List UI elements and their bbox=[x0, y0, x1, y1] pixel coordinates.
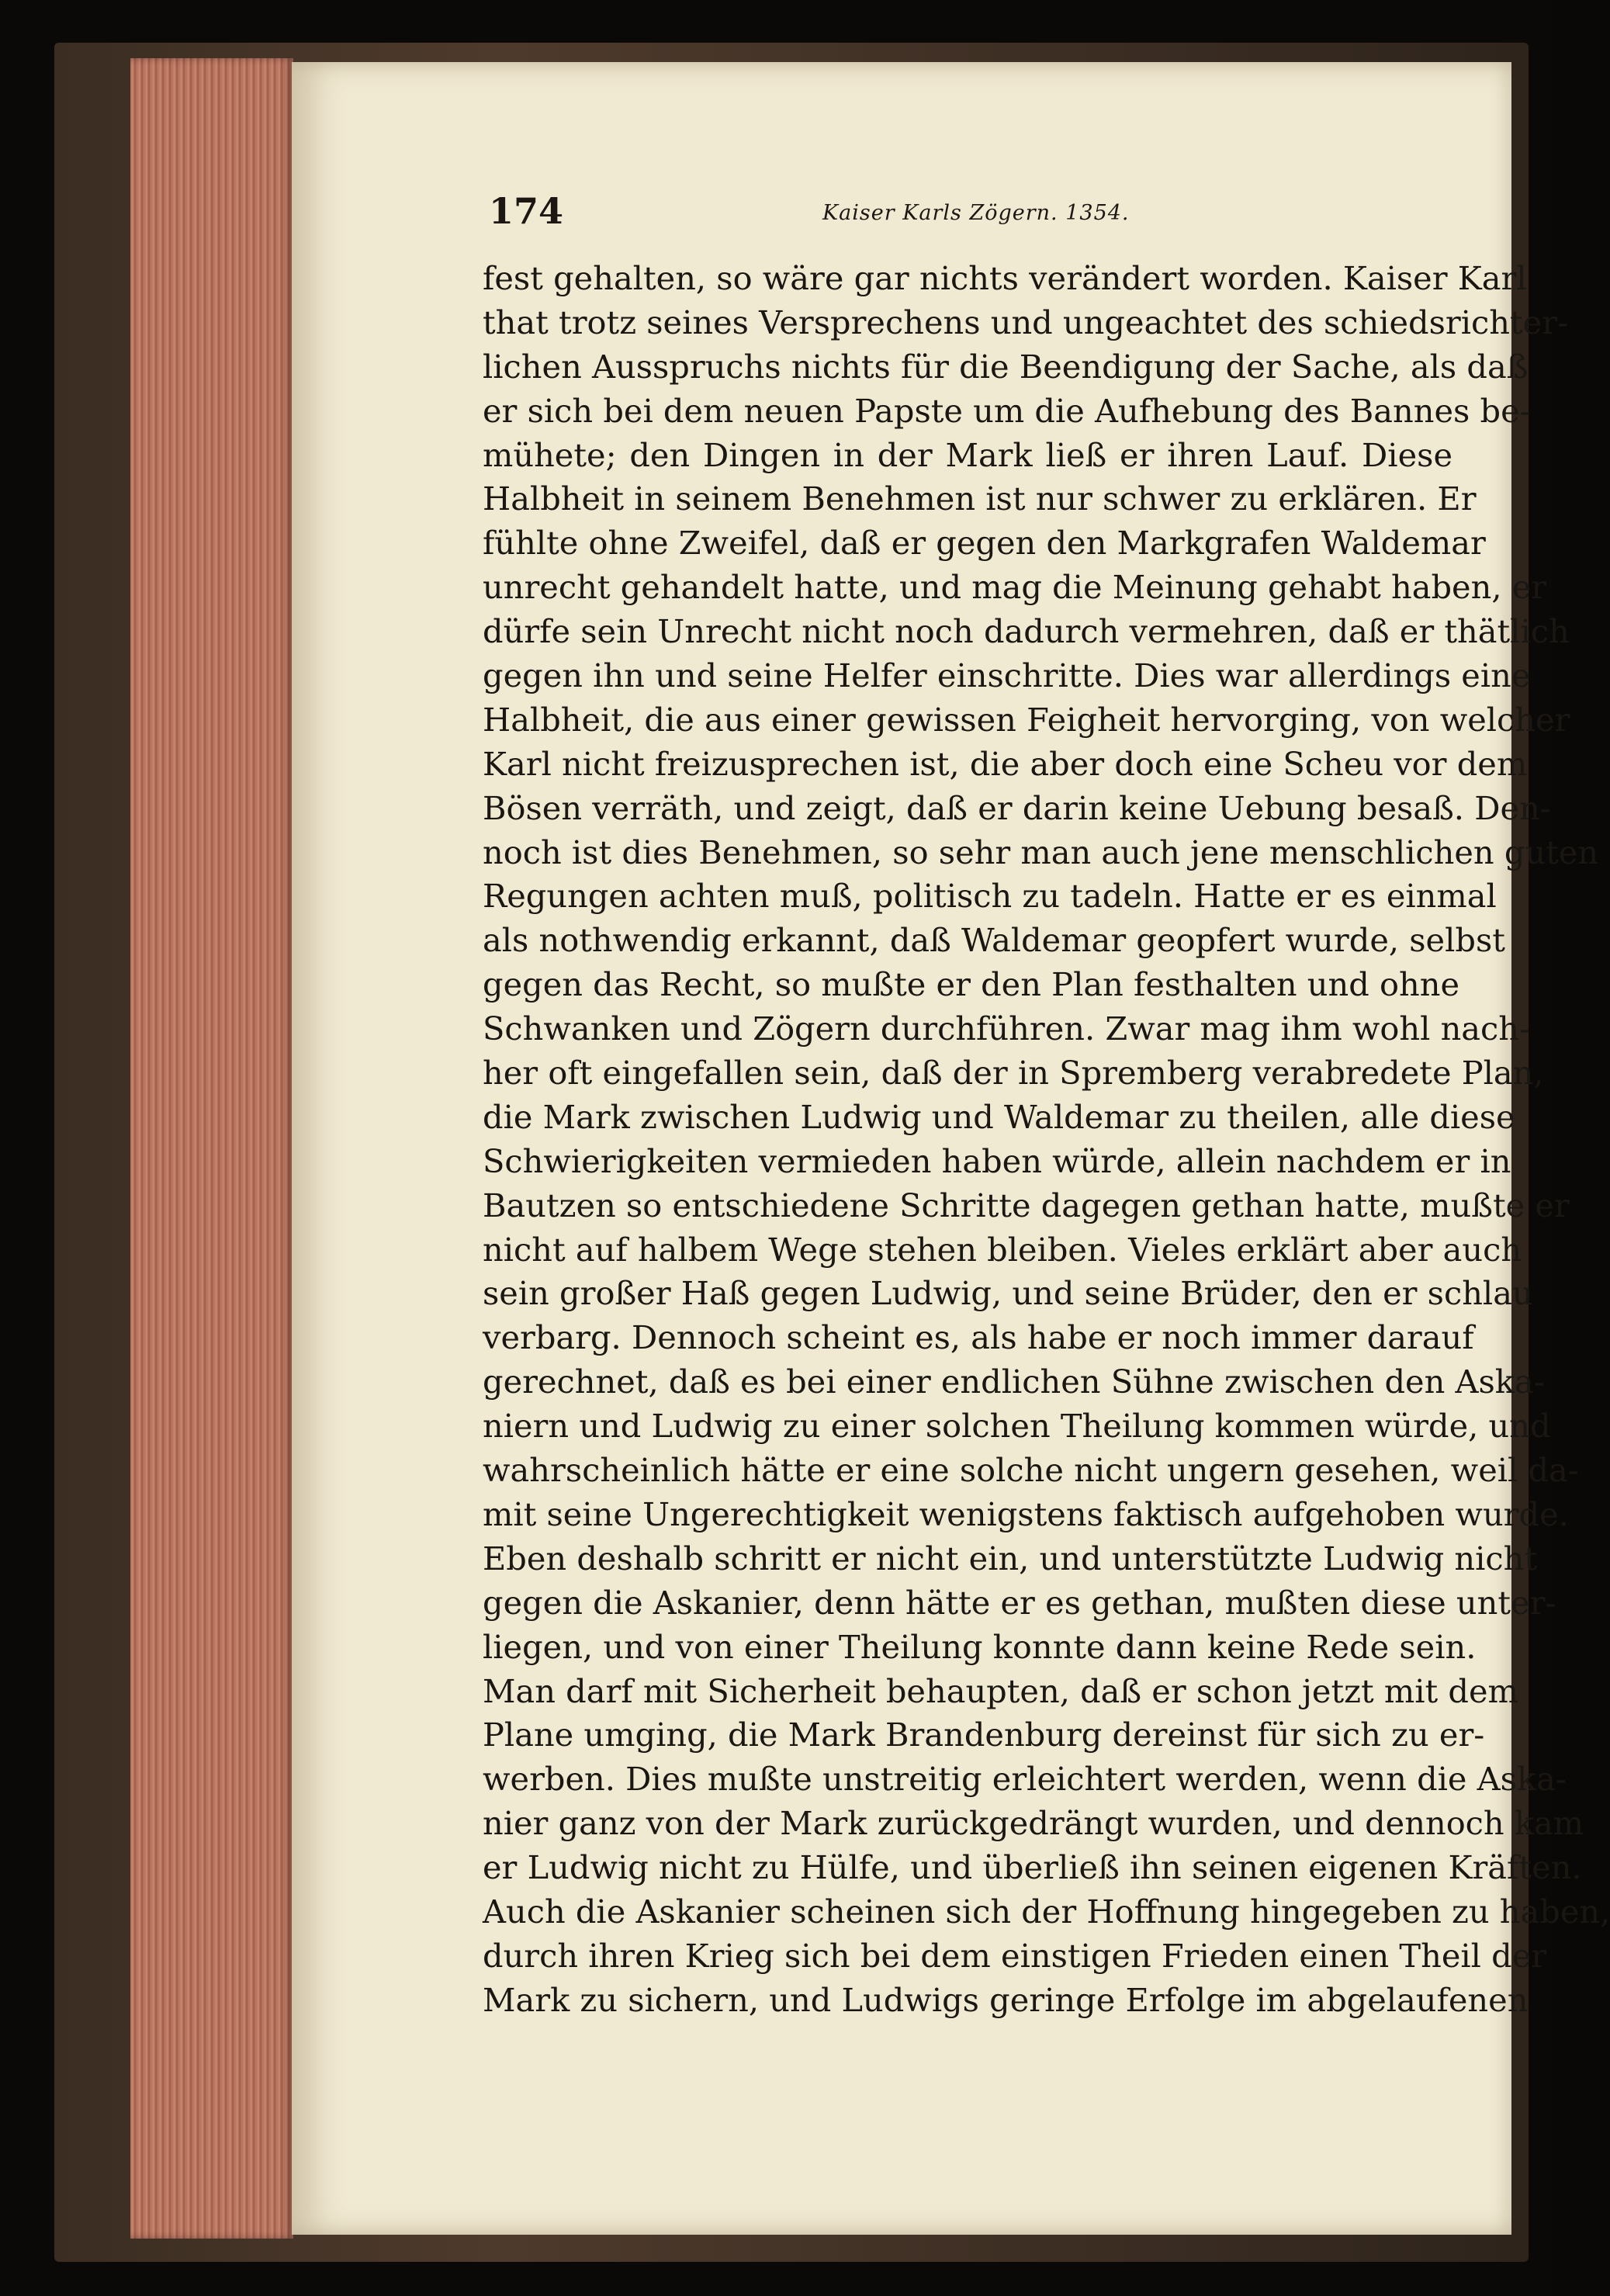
text-line: fest gehalten, so wäre gar nichts verändert worden. Kaiser Karl bbox=[483, 259, 1527, 297]
text-line: Bautzen so entschiedene Schritte dagegen gethan hatte, mußte er bbox=[483, 1186, 1570, 1224]
text-line: nier ganz von der Mark zurückgedrängt wurden, und dennoch kam bbox=[483, 1804, 1584, 1843]
text-line: lichen Ausspruchs nichts für die Beendigung der Sache, als daß bbox=[483, 347, 1529, 386]
text-line: noch ist dies Benehmen, so sehr man auch jene menschlichen guten bbox=[483, 833, 1599, 871]
text-line: gegen ihn und seine Helfer einschritte. Dies war allerdings eine bbox=[483, 656, 1531, 695]
text-line: Bösen verräth, und zeigt, daß er darin keine Uebung besaß. Den- bbox=[483, 788, 1551, 827]
text-line: nicht auf halbem Wege stehen bleiben. Vieles erklärt aber auch bbox=[483, 1230, 1522, 1269]
text-line: Regungen achten muß, politisch zu tadeln. Hatte er es einmal bbox=[483, 877, 1497, 916]
text-line: werben. Dies mußte unstreitig erleichtert werden, wenn die Aska- bbox=[483, 1760, 1567, 1799]
text-line: dürfe sein Unrecht nicht noch dadurch vermehren, daß er thätlich bbox=[483, 612, 1570, 651]
running-head: Kaiser Karls Zögern. 1354. bbox=[822, 201, 1130, 225]
text-line: die Mark zwischen Ludwig und Waldemar zu theilen, alle diese bbox=[483, 1097, 1515, 1136]
text-line: er Ludwig nicht zu Hülfe, und überließ ihn seinen eigenen Kräften. bbox=[483, 1848, 1582, 1887]
text-line: als nothwendig erkannt, daß Waldemar geopfert wurde, selbst bbox=[483, 921, 1505, 960]
text-line: liegen, und von einer Theilung konnte dann keine Rede sein. bbox=[483, 1627, 1477, 1666]
text-line: sein großer Haß gegen Ludwig, und seine Brüder, den er schlau bbox=[483, 1274, 1533, 1313]
text-line: unrecht gehandelt hatte, und mag die Meinung gehabt haben, er bbox=[483, 568, 1547, 607]
text-line: verbarg. Dennoch scheint es, als habe er noch immer darauf bbox=[483, 1318, 1474, 1357]
text-line: Halbheit, die aus einer gewissen Feigheit hervorging, von welcher bbox=[483, 700, 1570, 739]
text-line: Man darf mit Sicherheit behaupten, daß er schon jetzt mit dem bbox=[483, 1671, 1518, 1710]
text-line: Auch die Askanier scheinen sich der Hoffnung hingegeben zu haben, bbox=[483, 1892, 1610, 1931]
page-number: 174 bbox=[489, 190, 564, 232]
text-line: Schwanken und Zögern durchführen. Zwar mag ihm wohl nach- bbox=[483, 1009, 1531, 1048]
text-line: wahrscheinlich hätte er eine solche nicht ungern gesehen, weil da- bbox=[483, 1451, 1579, 1490]
text-line: Schwierigkeiten vermieden haben würde, allein nachdem er in bbox=[483, 1141, 1511, 1180]
text-line: durch ihren Krieg sich bei dem einstigen Frieden einen Theil der bbox=[483, 1936, 1547, 1975]
text-line: Plane umging, die Mark Brandenburg dereinst für sich zu er- bbox=[483, 1716, 1485, 1754]
page-header bbox=[489, 190, 1459, 244]
text-line: niern und Ludwig zu einer solchen Theilung kommen würde, und bbox=[483, 1407, 1551, 1446]
text-line: that trotz seines Versprechens und ungeachtet des schiedsrichter- bbox=[483, 303, 1569, 341]
text-line: mit seine Ungerechtigkeit wenigstens faktisch aufgehoben wurde. bbox=[483, 1494, 1569, 1533]
text-line: mühete; den Dingen in der Mark ließ er ihren Lauf. Diese bbox=[483, 435, 1452, 474]
text-line: gegen das Recht, so mußte er den Plan festhalten und ohne bbox=[483, 965, 1460, 1004]
text-line: her oft eingefallen sein, daß der in Spremberg verabredete Plan, bbox=[483, 1054, 1544, 1093]
text-line: gerechnet, daß es bei einer endlichen Sühne zwischen den Aska- bbox=[483, 1363, 1545, 1401]
text-line: Eben deshalb schritt er nicht ein, und unterstützte Ludwig nicht bbox=[483, 1539, 1538, 1577]
body-text bbox=[483, 257, 1610, 2023]
text-line: fühlte ohne Zweifel, daß er gegen den Markgrafen Waldemar bbox=[483, 524, 1486, 563]
page-edges bbox=[130, 58, 293, 2239]
text-line: er sich bei dem neuen Papste um die Aufhebung des Bannes be- bbox=[483, 391, 1531, 430]
text-line: gegen die Askanier, denn hätte er es gethan, mußten diese unter- bbox=[483, 1583, 1556, 1622]
text-line: Halbheit in seinem Benehmen ist nur schwer zu erklären. Er bbox=[483, 480, 1477, 518]
text-line: Mark zu sichern, und Ludwigs geringe Erfolge im abgelaufenen bbox=[483, 1980, 1529, 2019]
text-line: Karl nicht freizusprechen ist, die aber doch eine Scheu vor dem bbox=[483, 744, 1528, 783]
